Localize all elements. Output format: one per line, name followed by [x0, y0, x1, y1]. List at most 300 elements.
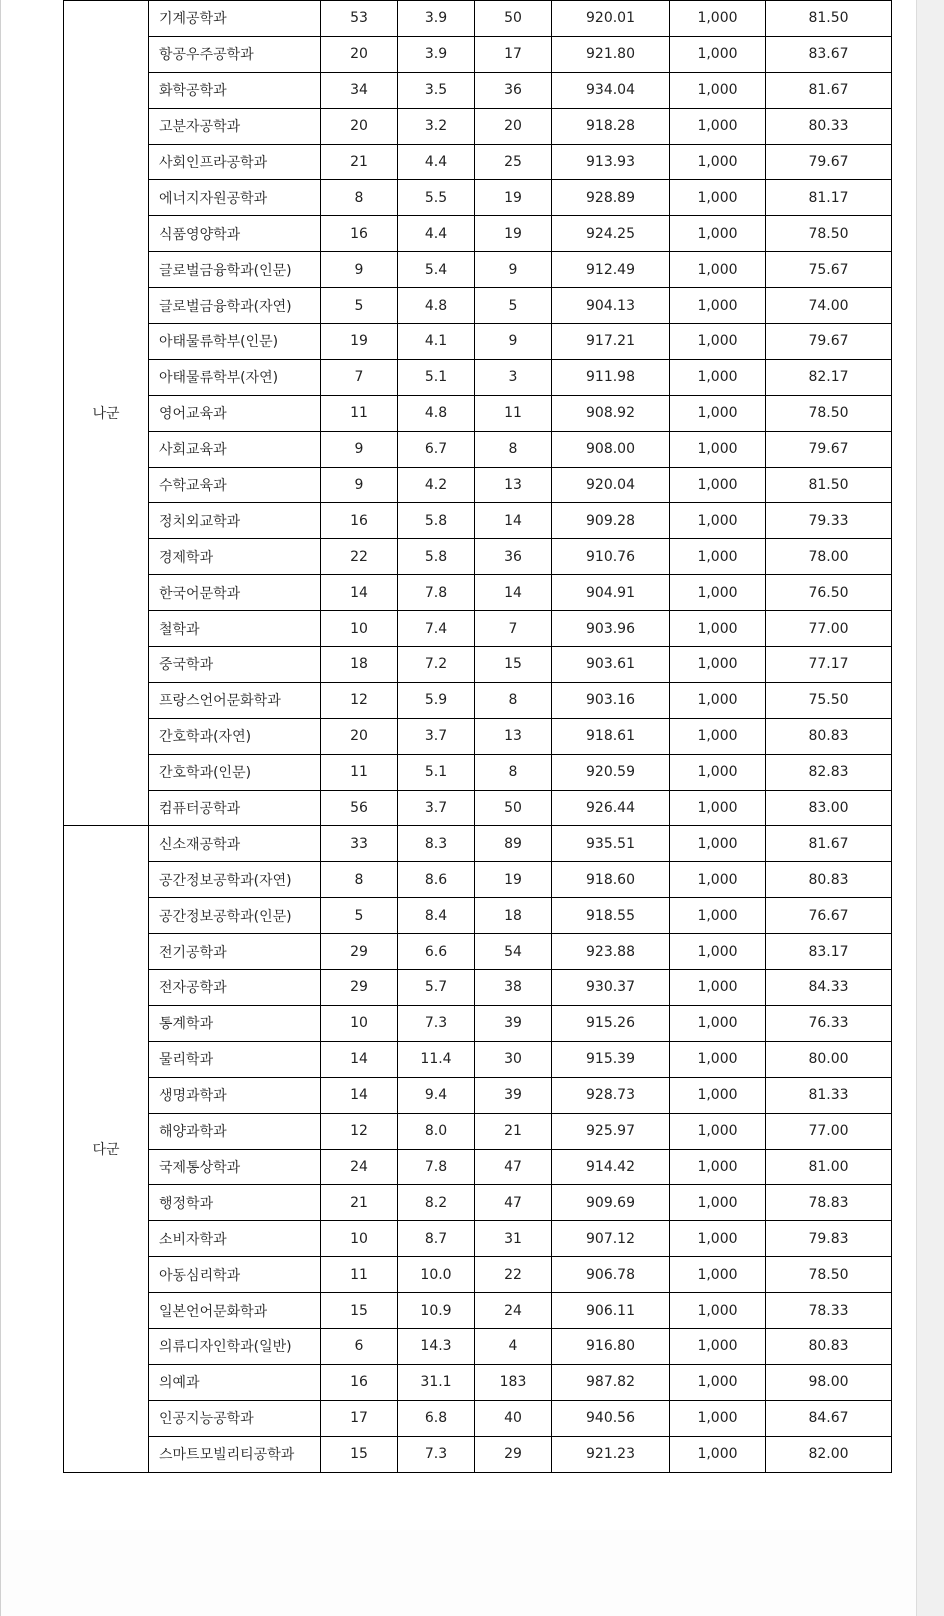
competition-ratio-cell: 8.7 — [398, 1221, 475, 1257]
quota-cell: 20 — [321, 36, 398, 72]
competition-ratio-cell: 8.2 — [398, 1185, 475, 1221]
competition-ratio-cell: 4.8 — [398, 395, 475, 431]
quota-cell: 8 — [321, 862, 398, 898]
converted-score-cell: 926.44 — [552, 790, 670, 826]
percentile-score-cell: 79.83 — [766, 1221, 892, 1257]
converted-score-cell: 930.37 — [552, 970, 670, 1006]
department-name-cell: 공간정보공학과(인문) — [149, 898, 321, 934]
quota-cell: 16 — [321, 503, 398, 539]
department-name-cell: 아태물류학부(자연) — [149, 359, 321, 395]
waitlist-rank-cell: 19 — [475, 216, 552, 252]
waitlist-rank-cell: 36 — [475, 72, 552, 108]
waitlist-rank-cell: 9 — [475, 252, 552, 288]
department-name-cell: 영어교육과 — [149, 395, 321, 431]
table-row — [64, 431, 892, 467]
percentile-score-cell: 83.17 — [766, 934, 892, 970]
department-name-cell: 글로벌금융학과(인문) — [149, 252, 321, 288]
full-score-cell: 1,000 — [670, 1185, 766, 1221]
competition-ratio-cell: 6.7 — [398, 431, 475, 467]
converted-score-cell: 907.12 — [552, 1221, 670, 1257]
waitlist-rank-cell: 8 — [475, 754, 552, 790]
converted-score-cell: 914.42 — [552, 1149, 670, 1185]
department-name-cell: 고분자공학과 — [149, 108, 321, 144]
full-score-cell: 1,000 — [670, 1436, 766, 1472]
competition-ratio-cell: 5.1 — [398, 754, 475, 790]
full-score-cell: 1,000 — [670, 36, 766, 72]
department-name-cell: 정치외교학과 — [149, 503, 321, 539]
waitlist-rank-cell: 89 — [475, 826, 552, 862]
waitlist-rank-cell: 39 — [475, 1005, 552, 1041]
quota-cell: 21 — [321, 144, 398, 180]
full-score-cell: 1,000 — [670, 324, 766, 360]
converted-score-cell: 916.80 — [552, 1328, 670, 1364]
competition-ratio-cell: 6.6 — [398, 934, 475, 970]
full-score-cell: 1,000 — [670, 1364, 766, 1400]
converted-score-cell: 920.01 — [552, 1, 670, 37]
department-name-cell: 간호학과(자연) — [149, 718, 321, 754]
department-name-cell: 의류디자인학과(일반) — [149, 1328, 321, 1364]
table-row — [64, 1185, 892, 1221]
full-score-cell: 1,000 — [670, 1077, 766, 1113]
competition-ratio-cell: 4.2 — [398, 467, 475, 503]
percentile-score-cell: 81.33 — [766, 1077, 892, 1113]
quota-cell: 11 — [321, 395, 398, 431]
converted-score-cell: 923.88 — [552, 934, 670, 970]
page-right-gutter — [916, 0, 944, 1616]
competition-ratio-cell: 5.1 — [398, 359, 475, 395]
quota-cell: 15 — [321, 1293, 398, 1329]
competition-ratio-cell: 7.8 — [398, 1149, 475, 1185]
percentile-score-cell: 81.50 — [766, 1, 892, 37]
table-row — [64, 647, 892, 683]
converted-score-cell: 909.28 — [552, 503, 670, 539]
converted-score-cell: 913.93 — [552, 144, 670, 180]
department-name-cell: 스마트모빌리티공학과 — [149, 1436, 321, 1472]
competition-ratio-cell: 3.5 — [398, 72, 475, 108]
converted-score-cell: 915.26 — [552, 1005, 670, 1041]
table-row — [64, 1436, 892, 1472]
table-row — [64, 826, 892, 862]
department-name-cell: 아동심리학과 — [149, 1257, 321, 1293]
percentile-score-cell: 77.00 — [766, 1113, 892, 1149]
quota-cell: 16 — [321, 1364, 398, 1400]
table-row — [64, 503, 892, 539]
percentile-score-cell: 75.67 — [766, 252, 892, 288]
full-score-cell: 1,000 — [670, 1041, 766, 1077]
quota-cell: 16 — [321, 216, 398, 252]
waitlist-rank-cell: 39 — [475, 1077, 552, 1113]
converted-score-cell: 903.96 — [552, 611, 670, 647]
department-name-cell: 국제통상학과 — [149, 1149, 321, 1185]
quota-cell: 18 — [321, 647, 398, 683]
competition-ratio-cell: 7.3 — [398, 1436, 475, 1472]
table-body — [64, 1, 892, 1473]
quota-cell: 7 — [321, 359, 398, 395]
full-score-cell: 1,000 — [670, 754, 766, 790]
competition-ratio-cell: 3.9 — [398, 36, 475, 72]
table-row — [64, 395, 892, 431]
converted-score-cell: 918.28 — [552, 108, 670, 144]
department-name-cell: 글로벌금융학과(자연) — [149, 288, 321, 324]
table-row — [64, 1, 892, 37]
converted-score-cell: 918.55 — [552, 898, 670, 934]
waitlist-rank-cell: 13 — [475, 467, 552, 503]
table-row — [64, 718, 892, 754]
competition-ratio-cell: 5.8 — [398, 539, 475, 575]
full-score-cell: 1,000 — [670, 144, 766, 180]
percentile-score-cell: 79.67 — [766, 144, 892, 180]
table-row — [64, 36, 892, 72]
table-row — [64, 108, 892, 144]
waitlist-rank-cell: 36 — [475, 539, 552, 575]
table-row — [64, 1221, 892, 1257]
waitlist-rank-cell: 8 — [475, 682, 552, 718]
admission-results-table — [63, 0, 892, 1473]
converted-score-cell: 917.21 — [552, 324, 670, 360]
waitlist-rank-cell: 19 — [475, 862, 552, 898]
competition-ratio-cell: 4.1 — [398, 324, 475, 360]
department-name-cell: 에너지자원공학과 — [149, 180, 321, 216]
converted-score-cell: 912.49 — [552, 252, 670, 288]
percentile-score-cell: 79.33 — [766, 503, 892, 539]
full-score-cell: 1,000 — [670, 647, 766, 683]
department-name-cell: 일본언어문화학과 — [149, 1293, 321, 1329]
competition-ratio-cell: 5.5 — [398, 180, 475, 216]
table-row — [64, 180, 892, 216]
converted-score-cell: 920.59 — [552, 754, 670, 790]
percentile-score-cell: 78.83 — [766, 1185, 892, 1221]
table-row — [64, 144, 892, 180]
table-row — [64, 216, 892, 252]
competition-ratio-cell: 10.9 — [398, 1293, 475, 1329]
full-score-cell: 1,000 — [670, 216, 766, 252]
department-name-cell: 아태물류학부(인문) — [149, 324, 321, 360]
full-score-cell: 1,000 — [670, 72, 766, 108]
converted-score-cell: 918.60 — [552, 862, 670, 898]
converted-score-cell: 908.00 — [552, 431, 670, 467]
table-row — [64, 1293, 892, 1329]
competition-ratio-cell: 11.4 — [398, 1041, 475, 1077]
quota-cell: 21 — [321, 1185, 398, 1221]
department-name-cell: 생명과학과 — [149, 1077, 321, 1113]
table-row — [64, 898, 892, 934]
converted-score-cell: 918.61 — [552, 718, 670, 754]
converted-score-cell: 921.23 — [552, 1436, 670, 1472]
competition-ratio-cell: 31.1 — [398, 1364, 475, 1400]
full-score-cell: 1,000 — [670, 1293, 766, 1329]
quota-cell: 10 — [321, 611, 398, 647]
quota-cell: 9 — [321, 431, 398, 467]
waitlist-rank-cell: 11 — [475, 395, 552, 431]
department-name-cell: 의예과 — [149, 1364, 321, 1400]
full-score-cell: 1,000 — [670, 1, 766, 37]
quota-cell: 9 — [321, 252, 398, 288]
waitlist-rank-cell: 20 — [475, 108, 552, 144]
competition-ratio-cell: 7.3 — [398, 1005, 475, 1041]
quota-cell: 6 — [321, 1328, 398, 1364]
department-name-cell: 사회인프라공학과 — [149, 144, 321, 180]
converted-score-cell: 915.39 — [552, 1041, 670, 1077]
full-score-cell: 1,000 — [670, 252, 766, 288]
converted-score-cell: 911.98 — [552, 359, 670, 395]
group-label: 다군 — [64, 826, 149, 1472]
full-score-cell: 1,000 — [670, 1400, 766, 1436]
department-name-cell: 항공우주공학과 — [149, 36, 321, 72]
converted-score-cell: 910.76 — [552, 539, 670, 575]
department-name-cell: 식품영양학과 — [149, 216, 321, 252]
department-name-cell: 신소재공학과 — [149, 826, 321, 862]
quota-cell: 10 — [321, 1005, 398, 1041]
competition-ratio-cell: 4.8 — [398, 288, 475, 324]
percentile-score-cell: 79.67 — [766, 324, 892, 360]
department-name-cell: 화학공학과 — [149, 72, 321, 108]
department-name-cell: 경제학과 — [149, 539, 321, 575]
table-row — [64, 1257, 892, 1293]
quota-cell: 10 — [321, 1221, 398, 1257]
table-row — [64, 934, 892, 970]
competition-ratio-cell: 3.9 — [398, 1, 475, 37]
table-row — [64, 970, 892, 1006]
competition-ratio-cell: 10.0 — [398, 1257, 475, 1293]
table-row — [64, 72, 892, 108]
waitlist-rank-cell: 47 — [475, 1185, 552, 1221]
converted-score-cell: 903.61 — [552, 647, 670, 683]
table-row — [64, 467, 892, 503]
table-row — [64, 1364, 892, 1400]
percentile-score-cell: 77.17 — [766, 647, 892, 683]
full-score-cell: 1,000 — [670, 503, 766, 539]
quota-cell: 5 — [321, 898, 398, 934]
percentile-score-cell: 80.83 — [766, 862, 892, 898]
waitlist-rank-cell: 18 — [475, 898, 552, 934]
waitlist-rank-cell: 24 — [475, 1293, 552, 1329]
quota-cell: 22 — [321, 539, 398, 575]
percentile-score-cell: 79.67 — [766, 431, 892, 467]
percentile-score-cell: 81.67 — [766, 72, 892, 108]
percentile-score-cell: 78.00 — [766, 539, 892, 575]
waitlist-rank-cell: 5 — [475, 288, 552, 324]
waitlist-rank-cell: 7 — [475, 611, 552, 647]
department-name-cell: 전기공학과 — [149, 934, 321, 970]
percentile-score-cell: 76.33 — [766, 1005, 892, 1041]
department-name-cell: 해양과학과 — [149, 1113, 321, 1149]
competition-ratio-cell: 3.7 — [398, 718, 475, 754]
full-score-cell: 1,000 — [670, 898, 766, 934]
waitlist-rank-cell: 29 — [475, 1436, 552, 1472]
percentile-score-cell: 82.00 — [766, 1436, 892, 1472]
percentile-score-cell: 83.00 — [766, 790, 892, 826]
full-score-cell: 1,000 — [670, 970, 766, 1006]
percentile-score-cell: 81.17 — [766, 180, 892, 216]
quota-cell: 20 — [321, 718, 398, 754]
converted-score-cell: 908.92 — [552, 395, 670, 431]
full-score-cell: 1,000 — [670, 1005, 766, 1041]
full-score-cell: 1,000 — [670, 575, 766, 611]
department-name-cell: 전자공학과 — [149, 970, 321, 1006]
table-row — [64, 288, 892, 324]
percentile-score-cell: 75.50 — [766, 682, 892, 718]
percentile-score-cell: 76.50 — [766, 575, 892, 611]
waitlist-rank-cell: 14 — [475, 575, 552, 611]
competition-ratio-cell: 4.4 — [398, 144, 475, 180]
full-score-cell: 1,000 — [670, 1221, 766, 1257]
quota-cell: 11 — [321, 754, 398, 790]
table-row — [64, 252, 892, 288]
percentile-score-cell: 80.33 — [766, 108, 892, 144]
waitlist-rank-cell: 50 — [475, 1, 552, 37]
quota-cell: 8 — [321, 180, 398, 216]
department-name-cell: 한국어문학과 — [149, 575, 321, 611]
competition-ratio-cell: 3.2 — [398, 108, 475, 144]
full-score-cell: 1,000 — [670, 180, 766, 216]
waitlist-rank-cell: 25 — [475, 144, 552, 180]
department-name-cell: 기계공학과 — [149, 1, 321, 37]
waitlist-rank-cell: 38 — [475, 970, 552, 1006]
competition-ratio-cell: 5.8 — [398, 503, 475, 539]
competition-ratio-cell: 7.8 — [398, 575, 475, 611]
quota-cell: 9 — [321, 467, 398, 503]
quota-cell: 53 — [321, 1, 398, 37]
department-name-cell: 통계학과 — [149, 1005, 321, 1041]
percentile-score-cell: 80.83 — [766, 1328, 892, 1364]
quota-cell: 5 — [321, 288, 398, 324]
competition-ratio-cell: 8.3 — [398, 826, 475, 862]
competition-ratio-cell: 4.4 — [398, 216, 475, 252]
quota-cell: 17 — [321, 1400, 398, 1436]
full-score-cell: 1,000 — [670, 934, 766, 970]
quota-cell: 29 — [321, 934, 398, 970]
table-row — [64, 1005, 892, 1041]
percentile-score-cell: 82.17 — [766, 359, 892, 395]
full-score-cell: 1,000 — [670, 539, 766, 575]
competition-ratio-cell: 7.4 — [398, 611, 475, 647]
converted-score-cell: 925.97 — [552, 1113, 670, 1149]
quota-cell: 12 — [321, 682, 398, 718]
competition-ratio-cell: 8.6 — [398, 862, 475, 898]
document-content — [1, 0, 916, 1530]
converted-score-cell: 904.91 — [552, 575, 670, 611]
competition-ratio-cell: 8.4 — [398, 898, 475, 934]
converted-score-cell: 934.04 — [552, 72, 670, 108]
waitlist-rank-cell: 54 — [475, 934, 552, 970]
full-score-cell: 1,000 — [670, 826, 766, 862]
quota-cell: 33 — [321, 826, 398, 862]
table-row — [64, 1077, 892, 1113]
quota-cell: 29 — [321, 970, 398, 1006]
percentile-score-cell: 81.50 — [766, 467, 892, 503]
percentile-score-cell: 83.67 — [766, 36, 892, 72]
table-row — [64, 575, 892, 611]
percentile-score-cell: 78.50 — [766, 395, 892, 431]
converted-score-cell: 928.89 — [552, 180, 670, 216]
waitlist-rank-cell: 3 — [475, 359, 552, 395]
department-name-cell: 소비자학과 — [149, 1221, 321, 1257]
quota-cell: 14 — [321, 575, 398, 611]
full-score-cell: 1,000 — [670, 108, 766, 144]
quota-cell: 20 — [321, 108, 398, 144]
waitlist-rank-cell: 40 — [475, 1400, 552, 1436]
competition-ratio-cell: 3.7 — [398, 790, 475, 826]
waitlist-rank-cell: 15 — [475, 647, 552, 683]
competition-ratio-cell: 6.8 — [398, 1400, 475, 1436]
department-name-cell: 행정학과 — [149, 1185, 321, 1221]
converted-score-cell: 906.78 — [552, 1257, 670, 1293]
converted-score-cell: 928.73 — [552, 1077, 670, 1113]
converted-score-cell: 909.69 — [552, 1185, 670, 1221]
percentile-score-cell: 74.00 — [766, 288, 892, 324]
table-row — [64, 1113, 892, 1149]
percentile-score-cell: 78.33 — [766, 1293, 892, 1329]
waitlist-rank-cell: 8 — [475, 431, 552, 467]
full-score-cell: 1,000 — [670, 682, 766, 718]
waitlist-rank-cell: 17 — [475, 36, 552, 72]
table-row — [64, 754, 892, 790]
waitlist-rank-cell: 183 — [475, 1364, 552, 1400]
percentile-score-cell: 80.83 — [766, 718, 892, 754]
full-score-cell: 1,000 — [670, 718, 766, 754]
waitlist-rank-cell: 4 — [475, 1328, 552, 1364]
table-row — [64, 611, 892, 647]
table-row — [64, 359, 892, 395]
group-label: 나군 — [64, 1, 149, 826]
waitlist-rank-cell: 19 — [475, 180, 552, 216]
department-name-cell: 공간정보공학과(자연) — [149, 862, 321, 898]
table-row — [64, 1400, 892, 1436]
converted-score-cell: 935.51 — [552, 826, 670, 862]
percentile-score-cell: 77.00 — [766, 611, 892, 647]
department-name-cell: 철학과 — [149, 611, 321, 647]
table-row — [64, 790, 892, 826]
table-row — [64, 682, 892, 718]
table-row — [64, 324, 892, 360]
full-score-cell: 1,000 — [670, 1257, 766, 1293]
percentile-score-cell: 84.67 — [766, 1400, 892, 1436]
quota-cell: 11 — [321, 1257, 398, 1293]
department-name-cell: 수학교육과 — [149, 467, 321, 503]
quota-cell: 15 — [321, 1436, 398, 1472]
waitlist-rank-cell: 14 — [475, 503, 552, 539]
waitlist-rank-cell: 9 — [475, 324, 552, 360]
quota-cell: 24 — [321, 1149, 398, 1185]
converted-score-cell: 904.13 — [552, 288, 670, 324]
competition-ratio-cell: 5.4 — [398, 252, 475, 288]
full-score-cell: 1,000 — [670, 431, 766, 467]
percentile-score-cell: 80.00 — [766, 1041, 892, 1077]
percentile-score-cell: 84.33 — [766, 970, 892, 1006]
competition-ratio-cell: 5.7 — [398, 970, 475, 1006]
percentile-score-cell: 81.67 — [766, 826, 892, 862]
waitlist-rank-cell: 30 — [475, 1041, 552, 1077]
percentile-score-cell: 81.00 — [766, 1149, 892, 1185]
table-row — [64, 539, 892, 575]
converted-score-cell: 906.11 — [552, 1293, 670, 1329]
table-row — [64, 1149, 892, 1185]
department-name-cell: 중국학과 — [149, 647, 321, 683]
full-score-cell: 1,000 — [670, 467, 766, 503]
percentile-score-cell: 78.50 — [766, 1257, 892, 1293]
full-score-cell: 1,000 — [670, 1328, 766, 1364]
department-name-cell: 컴퓨터공학과 — [149, 790, 321, 826]
quota-cell: 14 — [321, 1077, 398, 1113]
converted-score-cell: 903.16 — [552, 682, 670, 718]
full-score-cell: 1,000 — [670, 862, 766, 898]
table-row — [64, 1328, 892, 1364]
converted-score-cell: 987.82 — [552, 1364, 670, 1400]
full-score-cell: 1,000 — [670, 395, 766, 431]
department-name-cell: 프랑스언어문화학과 — [149, 682, 321, 718]
waitlist-rank-cell: 31 — [475, 1221, 552, 1257]
full-score-cell: 1,000 — [670, 288, 766, 324]
